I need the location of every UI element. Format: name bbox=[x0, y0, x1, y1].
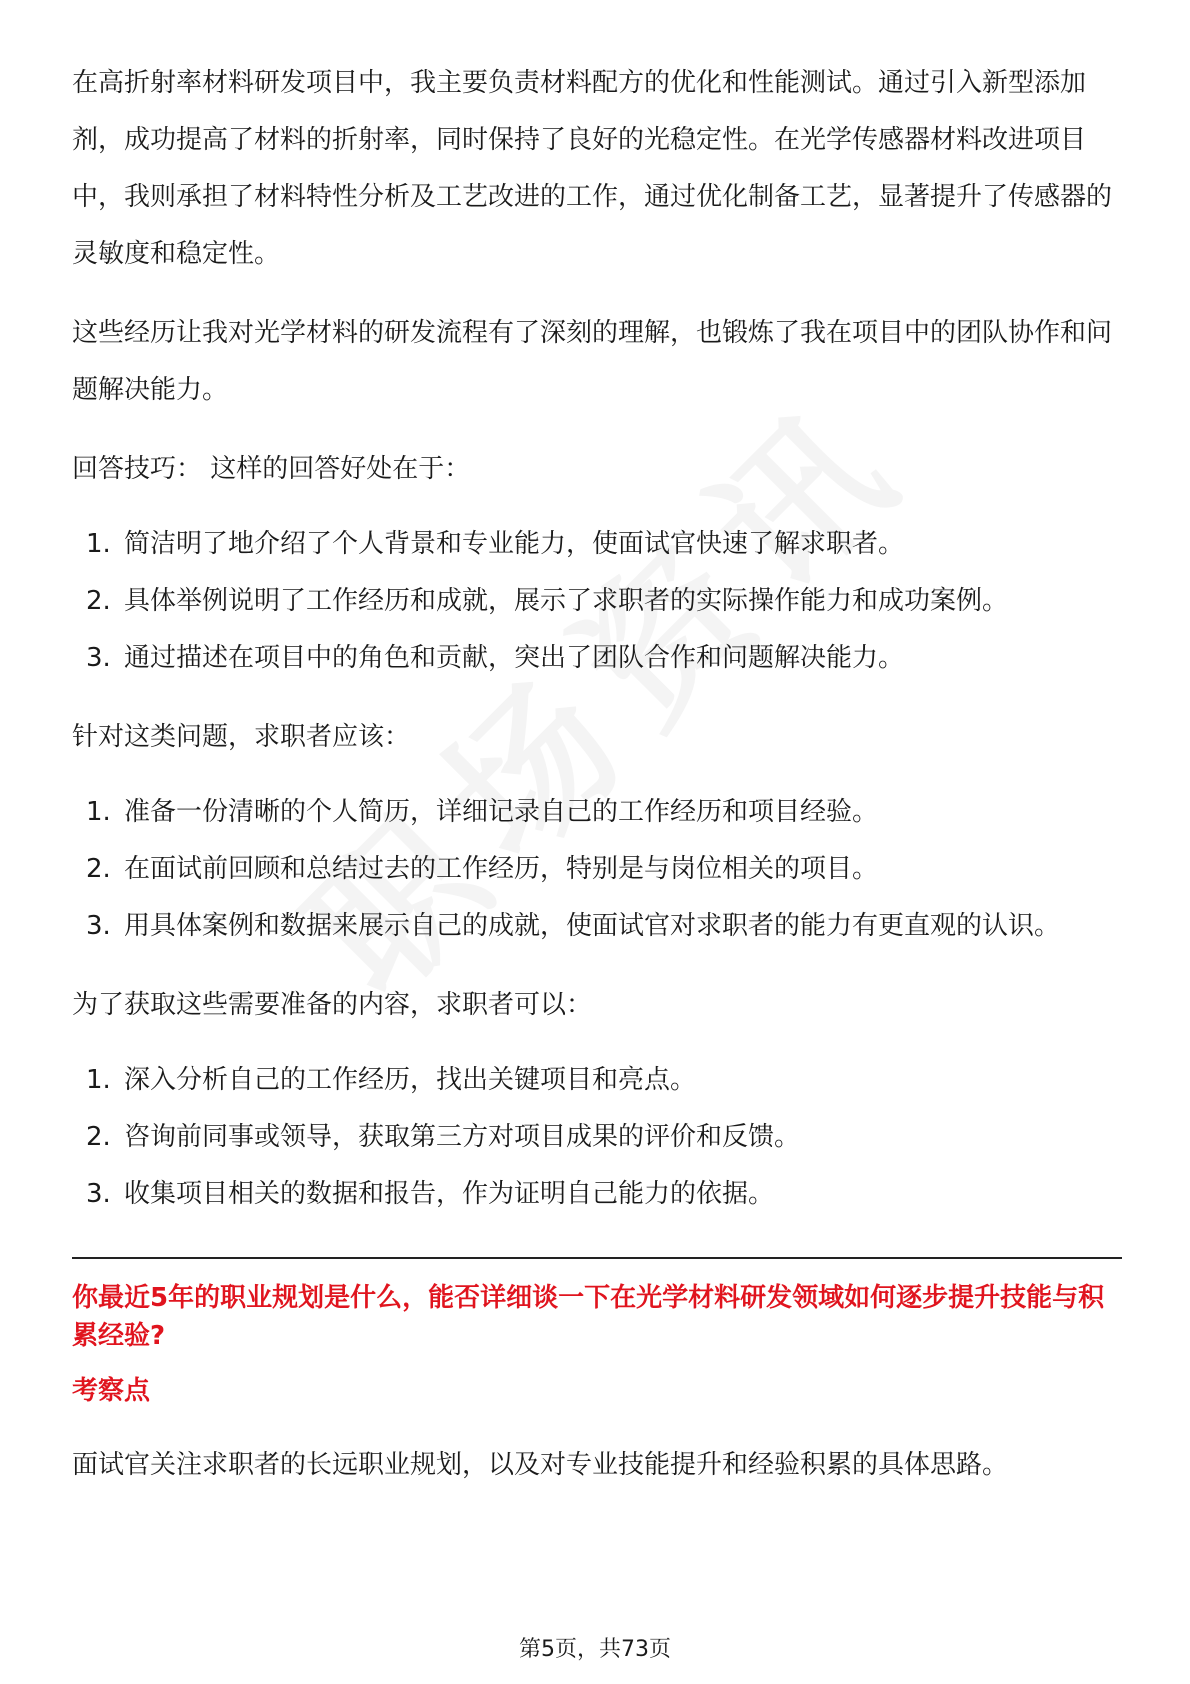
list-item bbox=[72, 1166, 1122, 1223]
list-item-text: 在面试前回顾和总结过去的工作经历，特别是与岗位相关的项目。 bbox=[124, 854, 879, 884]
list-number: 2. bbox=[86, 586, 111, 616]
list-item-text: 具体举例说明了工作经历和成就，展示了求职者的实际操作能力和成功案例。 bbox=[124, 586, 1009, 616]
should-heading: 针对这类问题，求职者应该： bbox=[72, 722, 411, 752]
list-number: 1. bbox=[86, 529, 111, 559]
list-item bbox=[72, 1109, 1122, 1166]
intro-paragraph-2: 这些经历让我对光学材料的研发流程有了深刻的理解，也锻炼了我在项目中的团队协作和问题解决能力。 bbox=[72, 318, 1113, 405]
page-number: 第5页，共73页 bbox=[519, 1637, 671, 1662]
list-item bbox=[72, 898, 1122, 955]
should-list bbox=[72, 784, 1122, 955]
list-item-text: 用具体案例和数据来展示自己的成就，使面试官对求职者的能力有更直观的认识。 bbox=[124, 911, 1061, 941]
list-item bbox=[72, 841, 1122, 898]
document-body bbox=[72, 55, 1122, 1485]
list-number: 2. bbox=[86, 854, 111, 884]
list-item-text: 咨询前同事或领导，获取第三方对项目成果的评价和反馈。 bbox=[124, 1122, 801, 1152]
question-title: 你最近5年的职业规划是什么，能否详细谈一下在光学材料研发领域如何逐步提升技能与积累经验? bbox=[72, 1283, 1105, 1351]
list-item bbox=[72, 573, 1122, 630]
tips-heading: 回答技巧： 这样的回答好处在于： bbox=[72, 454, 471, 484]
list-item bbox=[72, 630, 1122, 687]
list-item-text: 收集项目相关的数据和报告，作为证明自己能力的依据。 bbox=[124, 1179, 775, 1209]
list-item-text: 通过描述在项目中的角色和贡献，突出了团队合作和问题解决能力。 bbox=[124, 643, 905, 673]
list-number: 1. bbox=[86, 797, 111, 827]
list-item-text: 深入分析自己的工作经历，找出关键项目和亮点。 bbox=[124, 1065, 697, 1095]
intro-paragraph-1: 在高折射率材料研发项目中，我主要负责材料配方的优化和性能测试。通过引入新型添加剂，成功提高了材料的折射率，同时保持了良好的光稳定性。在光学传感器材料改进项目中，我则承担了材料特性分析及工艺改进的工作，通过优化制备工艺，显著提升了传感器的灵敏度和稳定性。 bbox=[72, 68, 1113, 269]
list-item bbox=[72, 516, 1122, 573]
list-item-text: 准备一份清晰的个人简历，详细记录自己的工作经历和项目经验。 bbox=[124, 797, 879, 827]
tips-list bbox=[72, 516, 1122, 687]
list-number: 3. bbox=[86, 643, 111, 673]
list-number: 1. bbox=[86, 1065, 111, 1095]
focus-label: 考察点 bbox=[72, 1376, 151, 1406]
list-number: 3. bbox=[86, 1179, 111, 1209]
prepare-list bbox=[72, 1052, 1122, 1223]
list-item bbox=[72, 1052, 1122, 1109]
list-number: 2. bbox=[86, 1122, 111, 1152]
list-item-text: 简洁明了地介绍了个人背景和专业能力，使面试官快速了解求职者。 bbox=[124, 529, 905, 559]
focus-text: 面试官关注求职者的长远职业规划，以及对专业技能提升和经验积累的具体思路。 bbox=[72, 1450, 1009, 1480]
prepare-heading: 为了获取这些需要准备的内容，求职者可以： bbox=[72, 990, 593, 1020]
list-number: 3. bbox=[86, 911, 111, 941]
list-item bbox=[72, 784, 1122, 841]
